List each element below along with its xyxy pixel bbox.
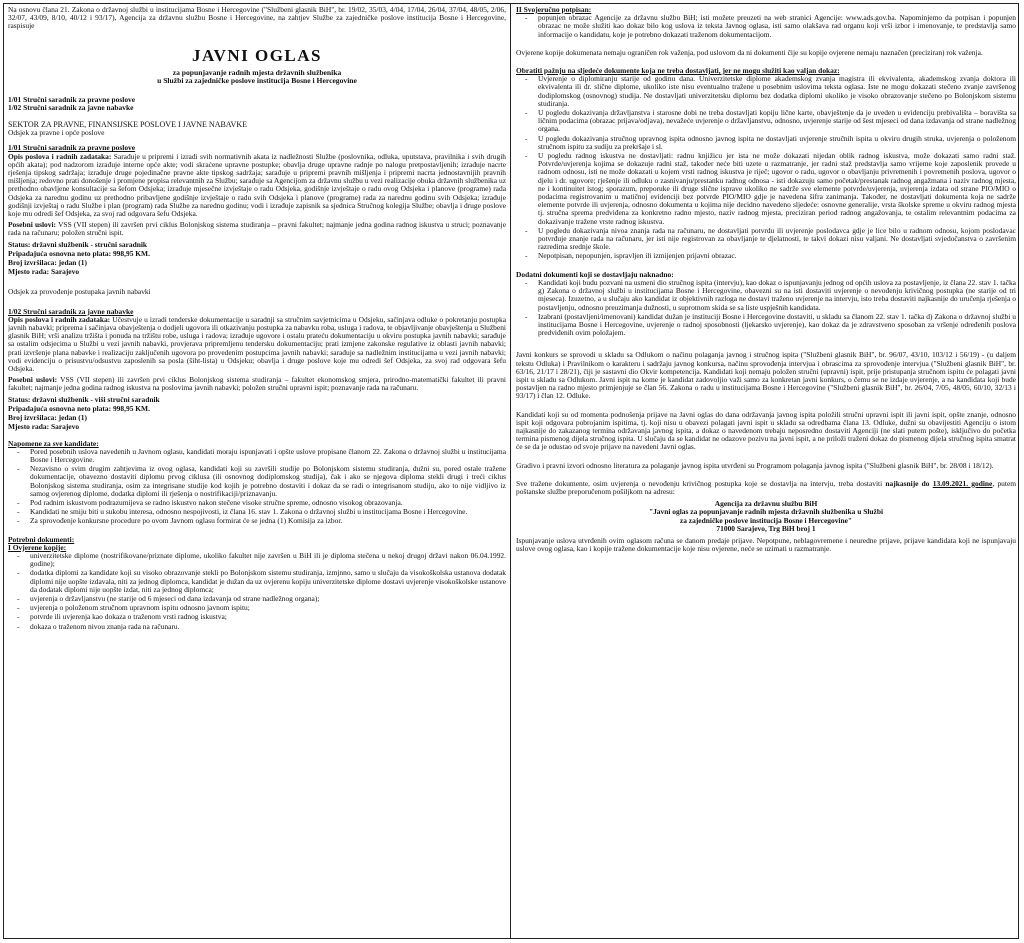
subtitle-line-1: za popunjavanje radnih mjesta državnih službenika	[172, 67, 342, 77]
position-2-pay: Pripadajuća osnovna neto plata: 998,95 KM.	[8, 403, 150, 413]
position-2-place: Mjesto rada: Sarajevo	[8, 422, 80, 432]
list-item: - Kandidati ne smiju biti u sukobu interesa, odnosno nespojivosti, iz člana 16. stav 1. Zakona o državnoj službi u institucijama Bosne i Hercegovine.	[8, 508, 506, 516]
position-list-item-1: 1/01 Stručni saradnik za pravne poslove	[8, 94, 136, 104]
list-item: - popunjen obrazac Agencije za državnu službu BiH; isti možete preuzeti na web stranici Agencije: www.ads.gov.ba. Napominjemo da potpisan i popunjen obrazac ne može služiti kao dokaz bilo kog uslova iz teksta Javnog oglasa, isti samo olakšava rad organu koji vrši izbor i imenovanje, te predstavlja samo informacije o kandidatu, koje je potrebno dokazati traženom dokumentacijom.	[516, 14, 1016, 39]
column-divider	[510, 3, 511, 939]
position-2-status: Status: državni službenik - viši stručni saradnik	[8, 394, 160, 404]
position-1-pay: Pripadajuća osnovna neto plata: 998,95 KM.	[8, 248, 150, 258]
address-block	[516, 500, 1016, 533]
literature-paragraph: Gradivo i pravni izvori odnosno literatura za polaganje javnog ispita utvrđeni su Programom polaganja javnog ispita ("Službeni glasnik BiH", br. 28/08 i 18/12).	[516, 460, 994, 470]
position-1-heading: 1/01 Stručni saradnik za pravne poslove	[8, 143, 136, 153]
invalid-documents-list	[516, 75, 1016, 260]
deadline-date: 13.09.2021. godine	[932, 478, 993, 488]
list-item: - Uvjerenje o diplomiranju starije od godinu dana. Univerzitetske diplome akademskog zvanja magistra ili ekvivalenta, akademskog zvanja doktora ili ekvivalenta ili dr. slične diplome, ukoliko iste nisu eventualno tražene u posebnim uslovima teksta oglasa. Iste ne mogu dokazati stečeno zvanje završenog dodiplomskog (osnovnog) studija. Ne dostavljati univerzitetsku diplomu bez dodatka diplomi ukoliko je visoko obrazovanje stečeno po Bolonjskom sistemu studiranja.	[516, 75, 1016, 108]
intro-paragraph: Na osnovu člana 21. Zakona o državnoj službi u institucijama Bosne i Hercegovine ("Službeni glasnik BiH", br. 19/02, 35/03, 4/04, 17/04, 26/04, 37/04, 48/05, 2/06, 32/07, 43/09, 8/10, 40/12 i 93/17), Agencija za državnu službu Bosne i Hercegovine, na zahtjev Službe za zajedničke poslove institucija Bosne i Hercegovine, raspisuje	[8, 6, 506, 31]
documents-subheading: I Ovjerene kopije:	[8, 542, 67, 552]
position-1-description: Opis poslova i radnih zadataka: Sarađuje u pripremi i izradi svih normativnih akata iz nadležnosti Službe (poslovnika, odluka, uputstava, pravilnika i svih drugih općih akata); pod nadzorom izrađuje interne opće akte; vodi skraćene upravne postupke; obavlja druge upravne radnje po nalogu pretpostavljenih; izrađuje nacrte rješenja tipskog sadržaja; izrađuje druge pojedinačne pravne akte tipskog sadržaja; sarađuje u pripremi pravnih mišljenja i pripremi nacrta jednostavnijih pravnih mišljenja; redovno prati donošenje i promjene propisa relevantnih za Službu; sarađuje sa Agencijom za državnu službu u vezi realizacije obuka državnih službenika uz prethodno obavljene konsultacije sa šefom Odsjeka; izrađuje mjesečne izvještaje o radu Odsjeka, godišnje izvještaje o radu ovog Odsjeka i planove (programe) rada Odsjeka za narednu godinu uz prethodno pribavljene godišnje izvještaje o radu svih Odsjeka i planove (programe) rada za narednu godinu svih Odsjeka; izrađuje godišnji izvještaj o radu Službe i plan (program) rada Službe za narednu godinu; vodi i izrađuje zapisnik sa sjednica Stručnog kolegija Službe; obavlja i druge poslove koje mu odredi šef Odsjeka, za svoj rad odgovara šefu Odsjeka.	[8, 151, 506, 219]
list-item: - Nepotpisan, nepopunjen, ispravljen ili izmijenjen prijavni obrazac.	[516, 252, 1016, 260]
position-list-item-2: 1/02 Stručni saradnik za javne nabavke	[8, 103, 134, 112]
position-1-conditions: Posebni uslovi: VSS (VII stepen) ili završen prvi ciklus Bolonjskog sistema studiranja – pravni fakultet; najmanje jedna godina radnog iskustva u struci; poznavanje rada na računaru; položen stručni ispit.	[8, 220, 506, 238]
position-1-status: Status: državni službenik - stručni saradnik	[8, 239, 148, 249]
documents-heading: Potrebni dokumenti:	[8, 534, 75, 544]
list-item: - Kandidati koji budu pozvani na usmeni dio stručnog ispita (intervju), kao dokaz o ispunjavanju jednog od općih uslova za postavljenje, iz člana 22. stav 1. tačka g) Zakona o državnoj službi u institucijama Bosne i Hercegovine, obavezni su na isti dostaviti uvjerenje o nevođenju krivičnog postupka (ne starije od tri mjeseca). Izuzetno, a u slučaju ako kandidat iz objektivnih razloga ne dostavi traženo uvjerenje na intervju, isto treba dostaviti najkasnije do uručenja rješenja o postavljenju, odnosno preuzimanja dužnosti, u suprotnom skida se sa liste uspješnih kandidata.	[516, 279, 1016, 312]
list-item: - U pogledu radnog iskustva ne dostavljati: radnu knjižicu jer ista ne može dokazati nijedan oblik radnog iskustva, može dokazati samo radni staž. Potvrde/uvjerenja kojima se dokazuje radni staž, također neće biti uzete u razmatranje, jer radni staž predstavlja samo vrijeme koje zaposlenik provede u radnom odnosu, isti ne može dokazati u kojem vrsti radnog iskustva je riječ; ugovor o radu, ugovor o obavljanju privremenih i povremenih poslova, ugovor o djelu i dr. ugovore; rješenje ili odluku o zasnivanju/prestanku radnog odnosa - isti dokazuju samo početak/prestanak radnog angažmana i naziv radnog mjesta, ne i kontinuitet istog; sporazum, preporuke ili druge slične isprave ukoliko ne sadrže sve elemente potvrde/uvjerenja, uvjerenja izdata od strane PIO/MIO o podacima registrovanim u matičnoj evidenciji bez potvrde PIO/MIO gdje je navedena šifra zanimanja. Također, ne dostavljati dokumenta koja ne sadrže elemente potvrde ili uvjerenja, odnosno dokumenta u kojima nije decidno navedeno sljedeće: osnovne generalije, vrsta školske spreme u okviru radnog mjesta tj. stručna sprema predviđena za konkretno radno mjesto, naziv radnog mjesta, preciziran period radnog angažovanja, te ostalim relevantnim podacima za dokazivanje tražene vrste radnog iskustva.	[516, 152, 1016, 226]
page-subtitle	[8, 69, 506, 86]
list-item: - U pogledu dokazivanja nivoa znanja rada na računaru, ne dostavljati potvrdu ili uvjerenje poslodavca gdje je lice bilo u radnom odnosu, kojom poslodavac potvrđuje znanje rada na računaru, jer isti nije registrovan za obavljanje te djelatnosti, te takvi dokazi nisu valjani. Ne dostavljati svjedočanstva o završenim razredima srednje škole.	[516, 227, 1016, 252]
position-2-description: Opis poslova i radnih zadataka: Učestvuje u izradi tenderske dokumentacije u saradnji sa stručnim savjetnicima u Odsjeku, sačinjava odluke o pokretanju postupka javnih nabavki; priprema i sačinjava obavještenja o dodjeli ugovora ili otkazivanju postupka za nabavku roba, usluga i radova, te objavljivanje obavještenja u Službeni glasnik BiH; vrši analizu tržišta i ponuda na tržištu robe, usluga i radova; izrađuje ugovore i ostalu prateću dokumentaciju u okviru postupka javnih nabavki; sarađuje sa ostalim odsjecima u Službi u vezi javnih nabavki, provjerava pripremljenu tendersku dokumentaciju; prati izmjene zakonske regulative iz oblasti javnih nabavki; prati izvršenje plana nabavke i realizaciju zaključenih ugovora po provedenim postupcima javnih nabavki; sarađuje sa nadležnim institucijama u vezi javnih nabavki; vodi evidenciju o prisustvu/odsustvu zaposlenih sa posla (šiht-lista) u Odsjeku; obavlja i druge poslove koje mu odredi šef Odsjeka, za svoj rad odgovara šefu Odsjeka.	[8, 314, 506, 374]
signed-section-list	[516, 14, 1016, 39]
notes-heading: Napomene za sve kandidate:	[8, 438, 99, 448]
list-item: - dodatka diplomi za kandidate koji su visoko obrazovanje stekli po Bolonjskom sistemu studiranja, izmjnno, samo u slučaju da visokoškolska ustanova dodatak diplomi nije uopšte izdavala, niti za jednog diplomca, kandidat je dužan da uz ovjerenu kopiju univerzitetske diplome dostavi uvjerenje visokoškolske ustanove da dodatak diplomi nije uopšte izdat, niti za jednog diplomca;	[8, 569, 506, 594]
address-line-3: za zajedničke poslove institucija Bosne i Hercegovine"	[679, 515, 853, 525]
sector-heading: SEKTOR ZA PRAVNE, FINANSIJSKE POSLOVE I JAVNE NABAVKE	[8, 120, 247, 130]
address-line-1: Agencija za državnu službu BiH	[714, 499, 818, 509]
list-item: - Pod radnim iskustvom podrazumijeva se radno iskustvo nakon stečene visoke stručne spreme, odnosno visokog obrazovanja.	[8, 499, 506, 507]
signed-section-heading: II Svojeručno potpisan:	[516, 6, 592, 14]
list-item: - uvjerenja o položenom stručnom upravnom ispitu odnosno javnom ispitu;	[8, 604, 506, 612]
department-2-heading: Odsjek za provođenje postupaka javnih nabavki	[8, 287, 151, 297]
additional-documents-list	[516, 279, 1016, 337]
position-2-conditions: Posebni uslovi: VSS (VII stepen) ili završen prvi ciklus Bolonjskog sistema studiranja – fakultet ekonomskog smjera, prirodno-matematički fakultet ili pravni fakultet; najmanje jedna godina radnog iskustva na poslovima javnih nabavki; položen stručni upravni ispit; poznavanje rada na računaru.	[8, 375, 506, 393]
position-2-count: Broj izvršilaca: jedan (1)	[8, 413, 87, 423]
procedure-paragraph: Javni konkurs se sprovodi u skladu sa Odlukom o načinu polaganja javnog i stručnog ispita ("Službeni glasnik BiH", br. 96/07, 43/10, 103/12 i 56/19) - (u daljem tekstu Odluka) i Pravilnikom o karakteru i sadržaju javnog konkursa, načinu sprovođenja intervjua i obrascima za sprovođenje intervjua ("Službeni glasnik BiH", br. 63/16, 21/17 i 28/21), čiji je sastavni dio Okvir kompetencija. Kandidati koji nemaju položen stručni (upravni) ispit, prije pristupanja stručnom ispitu će polagati javni ispit u skladu sa Odlukom. Javni ispit na kome je kandidat zadovoljio važi samo za konkretan javni konkurs, o čemu se ne izdaje uvjerenje, a na kandidata koji bude postavljen na radno mjesto primjenjuje se član 56. Zakona o radu u institucijama Bosne i Hercegovine ("Službeni glasnik BiH", br. 26/04, 7/05, 48/05, 60/10, 32/13 i 93/17) i član 12. Odluke.	[516, 350, 1016, 401]
list-item: - Za sprovođenje konkursne procedure po ovom Javnom oglasu formirat će se jedna (1) Komisija za izbor.	[8, 517, 506, 525]
address-line-2: "Javni oglas za popunjavanje radnih mjesta državnih službenika u Službi	[648, 507, 884, 517]
position-2-heading: 1/02 Stručni saradnik za javne nabavke	[8, 306, 134, 316]
right-column	[516, 6, 1016, 938]
list-item: - potvrde ili uvjerenja kao dokaza o traženom vrsti radnog iskustva;	[8, 613, 506, 621]
department-1-heading: Odsjek za pravne i opće poslove	[8, 128, 105, 138]
list-item: - Pored posebnih uslova navedenih u Javnom oglasu, kandidati moraju ispunjavati i opšte uslove propisane članom 22. Zakona o državnoj službi u institucijama Bosne i Hercegovine.	[8, 448, 506, 464]
notes-list	[8, 448, 506, 526]
invalid-documents-heading: Obratiti pažnju na sljedeće dokumente koja ne treba dostavljati, jer ne mogu služiti kao valjan dokaz:	[516, 66, 840, 76]
deadline-paragraph: Sve tražene dokumente, osim uvjerenja o nevođenju krivičnog postupka koje se dostavlja na intervju, treba dostaviti najkasnije do 13.09.2021. godine, putem poštanske službe preporučenom pošiljkom na adresu:	[516, 478, 1016, 496]
list-item: - univerzitetske diplome (nostrifikovane/priznate diplome, ukoliko fakultet nije završen u BiH ili je diploma stečena u nekoj drugoj državi nakon 06.04.1992. godine);	[8, 552, 506, 568]
left-column	[8, 6, 506, 938]
validity-paragraph: Ovjerene kopije dokumenata nemaju ograničen rok važenja, pod uslovom da ni dokumenti čije su kopije ovjerene nemaju naznačen (preciziran) rok važenja.	[516, 47, 983, 57]
list-item: - U pogledu dokazivanja stručnog upravnog ispita odnosno javnog ispita ne dostavljati uvjerenje stručnih ispita u okviru drugih struka, uvjerenja o položenom stručnom ispitu za sudiju za prekršaje i sl.	[516, 135, 1016, 151]
closing-paragraph: Ispunjavanje uslova utvrđenih ovim oglasom računa se danom predaje prijave. Nepotpune, neblagovremene i neuredne prijave, prijave kandidata koji ne ispunjavaju uslove ovog oglasa, kao i kopije tražene dokumentacije koje nisu ovjerene, neće se uzimati u razmatranje.	[516, 535, 1016, 554]
exam-paragraph: Kandidati koji su od momenta podnošenja prijave na Javni oglas do dana održavanja javnog ispita položili stručni upravni ispit ili javni ispit, opšte znanje, odnosno ispit koji odgovara pobrojanim ispitima, tj. koji nisu u obavezi polagati javni ispit u skladu sa odredbama člana 13. Odluke, dužni su obavijestiti Agenciju o istom najkasnije do zakazanog termina održavanja javnog ispita, a dokaz o navedenom trebaju neposredno dostaviti Agenciji (ne slati putem pošte), isključivo do početka termina pismenog dijela stručnog ispita. U slučaju da se kandidat ne odazove pozivu na javni ispit, a ne priloži traženi dokaz do pismenog dijela stručnog ispita smatrat će se da je odustao od svoje prijave na navedeni Javni oglas.	[516, 409, 1016, 452]
documents-list	[8, 552, 506, 631]
list-item: - Izabrani (postavljeni/imenovani) kandidat dužan je instituciji Bosne i Hercegovine dostaviti, u skladu sa članom 22. stav 1. tačka d) Zakona o državnoj službi u institucijama Bosne i Hercegovine, uvjerenje o radnoj sposobnosti (ljekarsko uvjerenje), kao dokaz da je zdravstveno sposoban za vršenje određenih poslova predviđenih ovim položajem.	[516, 313, 1016, 338]
list-item: - dokaza o traženom nivou znanja rada na računaru.	[8, 623, 506, 631]
list-item: - Nezavisno o svim drugim zahtjevima iz ovog oglasa, kandidati koji su završili studije po Bolonjskom sistemu studiranja, dužni su, pored ostale tražene dokumentacije, obavezno dostaviti diplomu prvog ciklusa (ili osnovnog dodiplomskog studija), čak i ako se njegova diploma stekli drugi i treći ciklus Bolonjskog sistema studiranja, osim za integrisane studije kod kojih je potrebno dostaviti i dokaz da se radi o integrisanom studiju, ako to nije vidljivo iz samog ovjerenog diplome, dodatka diplomi ili rješenja o nostrifikaciji/priznavanju.	[8, 465, 506, 498]
position-1-place: Mjesto rada: Sarajevo	[8, 267, 80, 277]
subtitle-line-2: u Službi za zajedničke poslove institucija Bosne i Hercegovine	[157, 76, 357, 86]
position-1-count: Broj izvršilaca: jedan (1)	[8, 258, 87, 268]
additional-documents-heading: Dodatni dokumenti koji se dostavljaju naknadno:	[516, 269, 674, 279]
list-item: - U pogledu dokazivanja državljanstva i starosne dobi ne treba dostavljati kopiju lične karte, obavještenje da je uveden u evidenciju prebivališta – boravišta sa ličnim podacima (obrazac prijava/odjava), nevažeće uvjerenje o državljanstvu, odnosno, uvjerenje starije od šest mjeseci od dana izdavanja od strane nadležnog organa.	[516, 109, 1016, 134]
list-item: - uvjerenja o državljanstvu (ne starije od 6 mjeseci od dana izdavanja od strane nadležnog organa);	[8, 595, 506, 603]
address-line-4: 71000 Sarajevo, Trg BiH broj 1	[716, 523, 816, 533]
page-title: JAVNI OGLAS	[191, 45, 323, 65]
